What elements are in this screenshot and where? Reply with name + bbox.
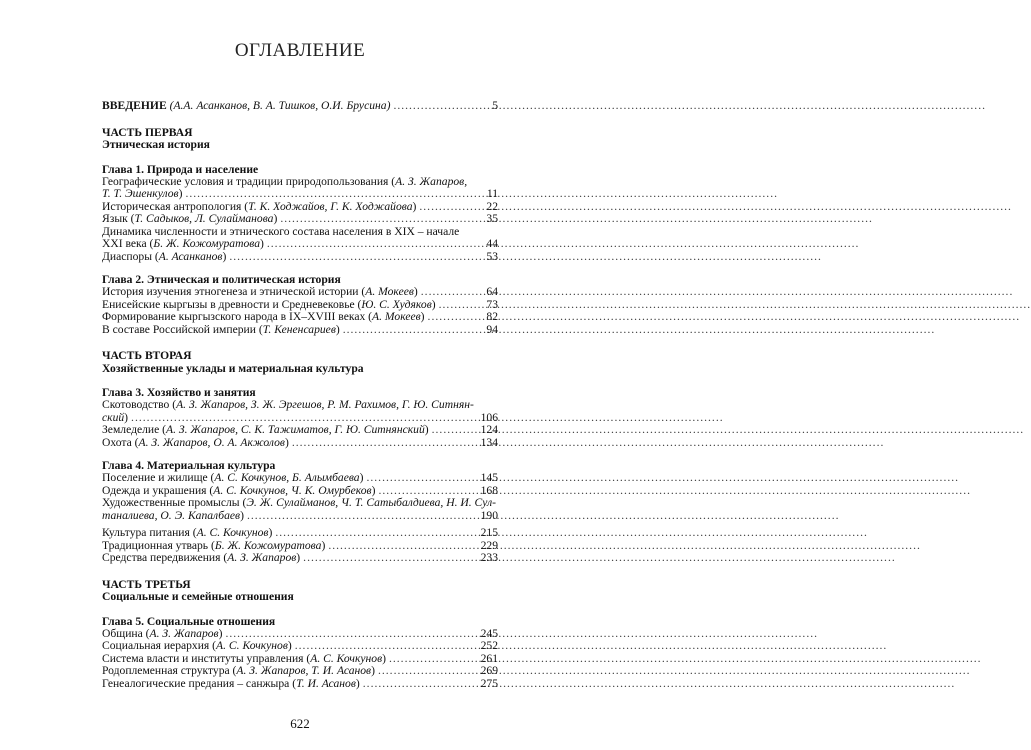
toc-entry[interactable]: Художественные промыслы (Э. Ж. Сулайманов, Ч. Т. Сатыбалдиева, Н. И. Сул- таналиева, О. Э. Капалбаев) ..... 190 [102,497,498,522]
entry-text: Скотоводство ( [102,398,177,411]
toc-entry[interactable]: Одежда и украшения (А. С. Кочкунов, Ч. К. Омурбеков) ..... 168 [102,485,498,498]
entry-authors: А. З. Жапаров, [395,174,468,188]
dot-leader [393,100,477,113]
entry-authors: А. С. Кочкунов [310,651,383,665]
page-ref: 11 [486,187,498,200]
part-heading: ЧАСТЬ ПЕРВАЯ [102,125,193,139]
part-subtitle: Этническая история [102,138,210,151]
chapter-title: Глава 5. Социальные отношения [102,614,276,628]
page-ref: 215 [480,526,498,539]
toc-entry[interactable]: Родоплеменная структура (А. З. Жапаров, Т. И. Асанов) ..... 269 [102,665,498,678]
entry-text: Географические условия и традиции природопользования ( [102,174,396,188]
part-subtitle: Хозяйственные уклады и материальная культура [102,361,364,375]
page-number: 622 [290,716,310,731]
toc-entry[interactable]: Формирование кыргызского народа в IX–XVIII веках (А. Мокеев) ..... 82 [102,311,498,324]
entry-authors: А. З. Жапаров, С. К. Тажиматов, Г. Ю. Ситнянский [166,423,425,436]
page-ref: 245 [480,626,498,640]
dot-leader [267,238,477,251]
entry-text: Земледелие ( [102,423,167,436]
part-heading: ЧАСТЬ ТРЕТЬЯ [102,577,191,591]
page-ref: 261 [480,651,498,665]
dot-leader [229,251,477,264]
page-ref: 94 [486,322,498,336]
entry-authors: А. С. Кочкунов [216,639,288,652]
toc-entry[interactable]: Диаспоры (А. Асанканов) ..... 53 [102,251,498,264]
entry-authors: Б. Ж. Кожомуратова [214,538,322,552]
entry-authors-cont: таналиева, О. Э. Капалбаев [102,508,241,522]
page-ref: 35 [486,212,498,225]
entry-text: Система власти и институты управления ( [102,651,311,665]
entry-authors: Т. Кененсариев [262,322,336,336]
toc-entry[interactable]: Система власти и институты управления (А. С. Кочкунов) ..... 261 [102,653,498,666]
toc-entry[interactable]: Культура питания (А. С. Кочкунов) ..... 215 [102,527,498,540]
entry-authors: А. Мокеев [365,285,414,298]
entry-text: Поселение и жилище ( [102,471,215,484]
toc-entry[interactable]: Историческая антропология (Т. К. Ходжайов, Г. К. Ходжайова) ..... 22 [102,201,498,214]
page-ref: 124 [480,423,498,436]
dot-leader [343,324,477,337]
toc-entry[interactable]: Традиционная утварь (Б. Ж. Кожомуратова) ..... 229 [102,540,498,553]
dot-leader [363,678,477,691]
page-ref: 229 [480,538,498,552]
page-ref: 145 [480,471,498,484]
entry-authors: Т. Садыков, Л. Сулайманова [134,212,274,225]
chapter-title: Глава 4. Материальная культура [102,459,276,472]
chapter-title: Глава 1. Природа и население [102,162,259,176]
page-ref: 5 [492,99,498,112]
entry-text: Художественные промыслы ( [102,496,247,509]
dot-leader [280,213,477,226]
entry-authors: А. З. Жапаров, З. Ж. Эргешов, Р. М. Рахимов, Г. Ю. Ситнян- [176,398,474,411]
entry-authors: А. З. Жапаров, О. А. Акжолов [138,435,285,449]
toc-entry[interactable]: История изучения этногенеза и этнической истории (А. Мокеев) ..... 64 [102,286,498,299]
entry-authors: А. З. Жапаров [227,551,297,564]
entry-text: Культура питания ( [102,526,197,539]
entry-text: В составе Российской империи ( [102,322,263,336]
toc-entry[interactable]: Динамика численности и этнического состава населения в XIX – начале XXI века (Б. Ж. Кожомуратова) ..... 44 [102,226,498,251]
entry-authors: Ю. С. Худяков [361,297,432,311]
entry-text: Традиционная утварь ( [102,538,215,552]
entry-text: Диаспоры ( [102,249,159,263]
entry-text-cont: XXI века ( [102,237,154,250]
toc-entry[interactable]: Социальная иерархия (А. С. Кочкунов) ..... 252 [102,640,498,653]
toc-entry-introduction[interactable] [102,100,498,113]
entry-text: Социальная иерархия ( [102,639,217,652]
entry-text: Одежда и украшения ( [102,483,214,497]
entry-authors: Т. К. Ходжайов, Г. К. Ходжайова [248,199,413,213]
page-ref: 168 [480,483,498,497]
page-ref: 134 [480,435,498,449]
dot-leader [292,437,477,450]
entry-text: Историческая антропология ( [102,199,249,213]
page-ref: 53 [486,249,498,263]
entry-authors: Б. Ж. Кожомуратова [153,237,260,250]
toc-entry[interactable]: Географические условия и традиции природопользования (А. З. Жапаров, Т. Т. Эшенкулов) ..... 11 [102,176,498,201]
dot-leader [378,665,477,678]
page-ref: 190 [480,508,498,522]
toc-entry[interactable]: В составе Российской империи (Т. Кененсариев) ..... 94 [102,324,498,337]
toc-entry[interactable]: Земледелие (А. З. Жапаров, С. К. Тажиматов, Г. Ю. Ситнянский) ..... 124 [102,424,498,437]
page-ref: 82 [486,310,498,323]
toc-entry[interactable]: Генеалогические предания – санжыра (Т. И. Асанов) ..... 275 [102,678,498,691]
intro-label: ВВЕДЕНИЕ [102,99,167,112]
entry-text: Родоплеменная структура ( [102,664,237,677]
dot-leader [247,510,477,523]
entry-text: Енисейские кыргызы в древности и Средневековье ( [102,297,362,311]
toc-entry[interactable]: Скотоводство (А. З. Жапаров, З. Ж. Эргешов, Р. М. Рахимов, Г. Ю. Ситнян- ский) ..... 106 [102,399,498,424]
chapter-title: Глава 3. Хозяйство и занятия [102,386,256,399]
entry-authors-cont: Т. Т. Эшенкулов [102,187,179,200]
page-ref: 73 [486,297,498,311]
entry-authors: А. З. Жапаров, Т. И. Асанов [236,664,372,677]
entry-authors: Т. И. Асанов [296,676,356,690]
toc-entry[interactable]: Енисейские кыргызы в древности и Средневековье (Ю. С. Худяков) ..... 73 [102,299,498,312]
page-ref: 233 [480,551,498,564]
dot-leader [366,472,477,485]
page-ref: 106 [480,410,498,424]
toc-entry[interactable]: Средства передвижения (А. З. Жапаров) ..... 233 [102,552,498,565]
page-title: ОГЛАВЛЕНИЕ [234,40,366,61]
entry-text: Средства передвижения ( [102,551,228,564]
part-subtitle: Социальные и семейные отношения [102,590,294,603]
entry-authors: А. С. Кочкунов [196,526,269,539]
toc-entry[interactable]: Охота (А. З. Жапаров, О. А. Акжолов) ..... 134 [102,437,498,450]
toc-entry[interactable]: Община (А. З. Жапаров) ..... 245 [102,628,498,641]
page-ref: 252 [480,639,498,652]
page-ref: 275 [480,676,498,690]
entry-text: Генеалогические предания – санжыра ( [102,676,297,690]
page-ref: 44 [486,237,498,250]
page-ref: 22 [486,199,498,213]
entry-text: Язык ( [102,212,135,225]
dot-leader [303,552,477,565]
part-heading: ЧАСТЬ ВТОРАЯ [102,349,192,362]
toc-entry[interactable]: Поселение и жилище (А. С. Кочкунов, Б. Алымбаева) ..... 145 [102,472,498,485]
entry-text: Динамика численности и этнического состава населения в XIX – начале [102,224,460,238]
entry-authors: Э. Ж. Сулайманов, Ч. Т. Сатыбалдиева, Н. И. Сул- [246,496,497,509]
page-ref: 269 [480,664,498,677]
dot-leader [432,424,477,437]
entry-text: Формирование кыргызского народа в IX–XVIII веках ( [102,310,373,323]
entry-authors: А. С. Кочкунов, Ч. К. Омурбеков [213,483,372,497]
intro-authors: (А.А. Асанканов, В. А. Тишков, О.И. Брусина) [169,99,391,112]
entry-authors: А. З. Жапаров [149,626,219,640]
entry-authors-cont: ский [102,410,125,424]
toc-entry[interactable]: Язык (Т. Садыков, Л. Сулайманова) ..... 35 [102,213,498,226]
entry-authors: А. С. Кочкунов, Б. Алымбаева [214,471,360,484]
entry-authors: А. Мокеев [372,310,421,323]
dot-leader [428,311,477,324]
table-of-contents [102,100,498,690]
entry-authors: А. Асанканов [158,249,223,263]
chapter-title: Глава 2. Этническая и политическая история [102,273,341,286]
entry-text: История изучения этногенеза и этнической истории ( [102,285,366,298]
entry-text: Община ( [102,626,150,640]
page-ref: 64 [486,285,498,298]
entry-text: Охота ( [102,435,139,449]
